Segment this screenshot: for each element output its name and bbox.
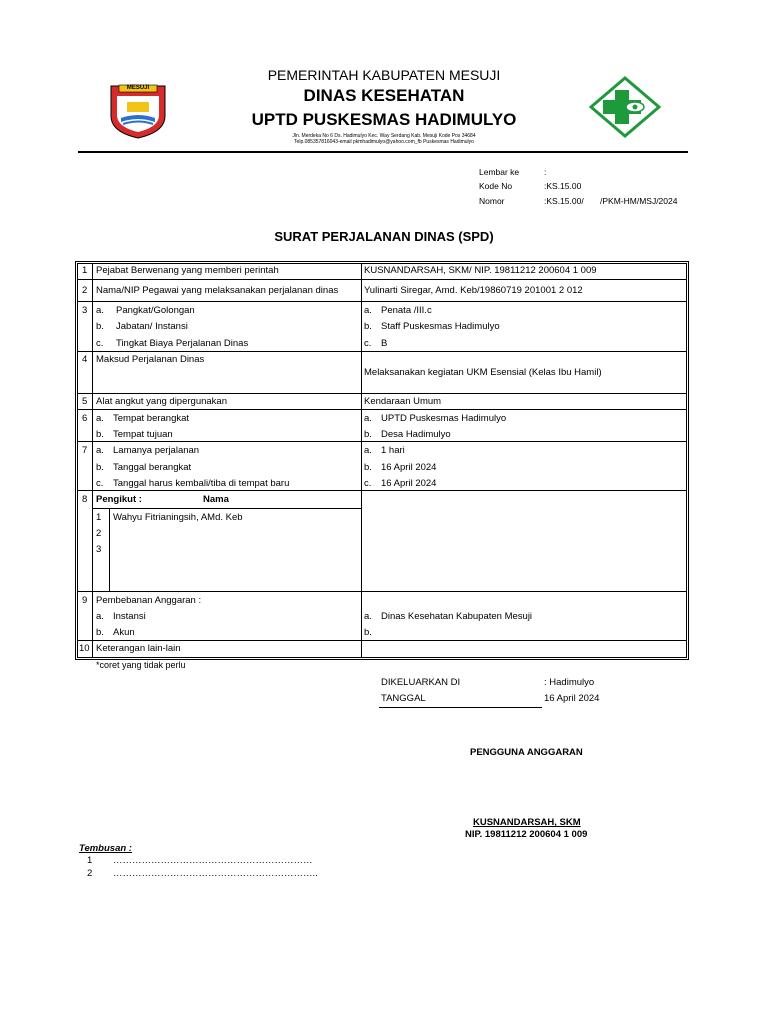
row-6a-value: UPTD Puskesmas Hadimulyo [381,413,507,424]
row-6b-label: Tempat tujuan [113,429,173,440]
tembusan-2-dots: ……………………………………………………….. [113,868,318,879]
row-5-label: Alat angkut yang dipergunakan [96,396,227,407]
row-7c-label: Tanggal harus kembali/tiba di tempat baru [113,478,290,489]
row-5-value: Kendaraan Umum [364,396,442,407]
row-5-no: 5 [82,396,88,407]
row-8-label: Pengikut : [96,494,142,505]
row-10-no: 10 [79,643,90,654]
row-7b-value: 16 April 2024 [381,462,437,473]
header-unit: UPTD PUSKESMAS HADIMULYO [251,110,517,129]
row-7a-label: Lamanya perjalanan [113,445,200,456]
row-3-no: 3 [82,305,88,316]
row-7c-value: 16 April 2024 [381,478,437,489]
kode-label: Kode No [479,181,513,191]
row-9a-label: Instansi [113,611,146,622]
row-7a-value: 1 hari [381,445,405,456]
letterhead-divider [78,151,688,153]
nomor-suffix: /PKM-HM/MSJ/2024 [600,196,678,206]
pengikut-3-no: 3 [96,544,102,555]
row-7a-marker-value: a. [364,445,372,456]
row-9b-marker: b. [96,627,104,638]
header-government: PEMERINTAH KABUPATEN MESUJI [267,67,501,83]
row-1-no: 1 [82,265,88,276]
row-7c-marker: c. [96,478,104,489]
pengikut-1-name: Wahyu Fitrianingsih, AMd. Keb [113,512,243,523]
row-7b-marker: b. [96,462,104,473]
header-address: Jln. Merdeka No 6 Ds. Hadimulyo Kec. Way Serdang Kab. Mesuji Kode Pos 34684 [292,133,476,139]
row-3b-value: Staff Puskesmas Hadimulyo [381,321,500,332]
signature-nip: NIP. 19811212 200604 1 009 [465,829,588,840]
row-7a-marker: a. [96,445,104,456]
row-4-label: Maksud Perjalanan Dinas [96,354,205,365]
row-3b-marker-value: b. [364,321,372,332]
crest-text: MESUJI [126,85,150,91]
tembusan-1-dots: ……………………………………………………… [113,855,313,866]
row-2-value: Yulinarti Siregar, Amd. Keb/19860719 201001 2 012 [364,285,583,296]
row-7b-marker-value: b. [364,462,372,473]
row-4-value: Melaksanakan kegiatan UKM Esensial (Kelas Ibu Hamil) [364,367,602,378]
row-9a-value: Dinas Kesehatan Kabupaten Mesuji [381,611,533,622]
row-3a-value: Penata /III.c [381,305,432,316]
row-7b-label: Tanggal berangkat [113,462,192,473]
row-2-label: Nama/NIP Pegawai yang melaksanakan perjalanan dinas [96,285,339,296]
issued-date-value: 16 April 2024 [544,693,600,704]
issued-date-label: TANGGAL [381,693,426,704]
tembusan-1-no: 1 [87,855,93,866]
nomor-label: Nomor [479,196,505,206]
row-3c-marker-value: c. [364,338,372,349]
row-8-no: 8 [82,494,88,505]
row-3b-label: Jabatan/ Instansi [116,321,188,332]
row-9b-marker-value: b. [364,627,372,638]
row-9a-marker: a. [96,611,104,622]
signature-role: PENGGUNA ANGGARAN [470,747,583,758]
header-contact: Telp.085357816043-email pkmhadimulyo@yahoo.com_fb Puskesmas Hadimulyo [294,139,474,145]
issued-place-label: DIKELUARKAN DI [381,677,461,688]
pengikut-1-no: 1 [96,512,102,523]
lembar-value: : [544,167,547,177]
row-1-value: KUSNANDARSAH, SKM/ NIP. 19811212 200604 1 009 [364,265,597,276]
kode-value: :KS.15.00 [544,181,582,191]
row-7c-marker-value: c. [364,478,372,489]
row-6a-marker: a. [96,413,104,424]
issued-place-value: : Hadimulyo [544,677,595,688]
row-3c-marker: c. [96,338,104,349]
row-8-name-header: Nama [203,494,229,505]
row-6a-marker-value: a. [364,413,372,424]
tembusan-label: Tembusan : [79,843,132,854]
row-3a-label: Pangkat/Golongan [116,305,195,316]
document-title: SURAT PERJALANAN DINAS (SPD) [274,229,494,244]
row-6-no: 6 [82,413,88,424]
lembar-label: Lembar ke [479,167,520,177]
signature-name: KUSNANDARSAH, SKM [473,817,581,828]
row-9-label: Pembebanan Anggaran : [96,595,202,606]
row-9a-marker-value: a. [364,611,372,622]
row-6b-value: Desa Hadimulyo [381,429,451,440]
row-7-no: 7 [82,445,88,456]
row-2-no: 2 [82,285,88,296]
row-3c-value: B [381,338,388,349]
row-6b-marker-value: b. [364,429,372,440]
issued-underline [379,707,542,708]
row-1-label: Pejabat Berwenang yang memberi perintah [96,265,279,276]
nomor-value: :KS.15.00/ [544,196,584,206]
row-6b-marker: b. [96,429,104,440]
row-6a-label: Tempat berangkat [113,413,190,424]
row-3a-marker: a. [96,305,104,316]
row-3c-label: Tingkat Biaya Perjalanan Dinas [116,338,249,349]
row-4-no: 4 [82,354,88,365]
row-9-no: 9 [82,595,88,606]
row-10-label: Keterangan lain-lain [96,643,181,654]
row-3a-marker-value: a. [364,305,372,316]
row-3b-marker: b. [96,321,104,332]
pengikut-2-no: 2 [96,528,102,539]
row-9b-label: Akun [113,627,135,638]
strike-note: *coret yang tidak perlu [96,660,186,670]
tembusan-2-no: 2 [87,868,93,879]
header-agency: DINAS KESEHATAN [303,86,465,105]
